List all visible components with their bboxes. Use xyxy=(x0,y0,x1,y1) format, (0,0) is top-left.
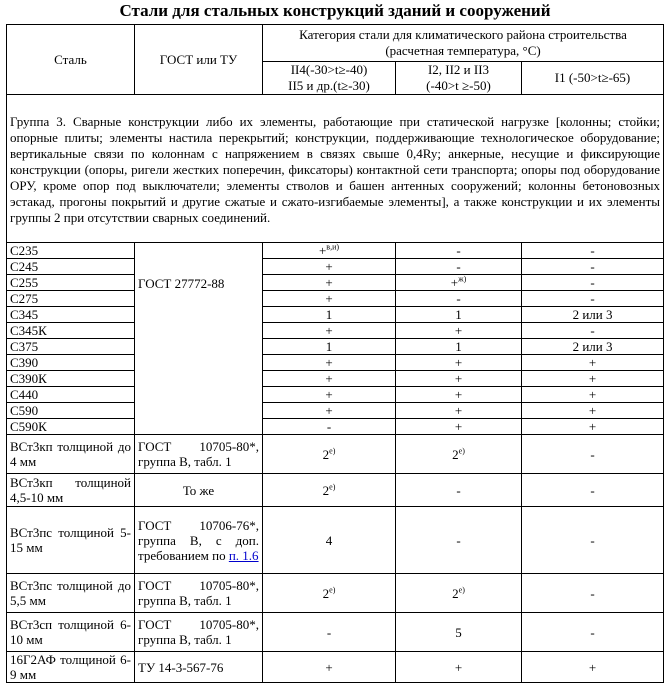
steel-cell: ВСт3сп толщиной 6-10 мм xyxy=(7,613,135,652)
category-1-cell xyxy=(263,474,396,507)
category-3-cell-value: + xyxy=(588,419,597,434)
category-3-cell-value: - xyxy=(590,259,595,274)
category-3-cell xyxy=(522,387,664,403)
category-3-cell-value: - xyxy=(590,585,595,601)
category-3-cell xyxy=(522,307,664,323)
table-row xyxy=(7,419,664,435)
category-2-cell-value: - xyxy=(456,532,461,548)
category-3-cell xyxy=(522,419,664,435)
category-1-cell-value: + xyxy=(325,403,333,418)
header-sub1-line1: II4(-30>t≥-40) xyxy=(290,62,368,77)
header-sub2-line1: I2, II2 и II3 xyxy=(427,62,490,77)
table-row xyxy=(7,652,664,683)
category-3-cell-value: - xyxy=(590,275,595,290)
header-category-line2: (расчетная температура, °С) xyxy=(385,43,541,58)
category-3-cell-value: 2 или 3 xyxy=(572,307,613,322)
category-1-cell xyxy=(263,355,396,371)
category-2-cell xyxy=(396,652,522,683)
steel-cell: С390К xyxy=(7,371,135,387)
category-1-cell-value: 2 xyxy=(322,482,330,498)
category-1-cell-value: 4 xyxy=(325,532,333,548)
category-3-cell-value: + xyxy=(588,403,597,418)
table-row xyxy=(7,291,664,307)
category-1-cell-footnote: е) xyxy=(329,585,336,595)
category-1-cell xyxy=(263,307,396,323)
group-row xyxy=(7,95,664,243)
category-3-cell xyxy=(522,652,664,683)
steel-cell: С345 xyxy=(7,307,135,323)
gost-text: ГОСТ 10705-80*, группа В, табл. 1 xyxy=(138,578,259,608)
category-1-cell xyxy=(263,387,396,403)
category-3-cell-value: - xyxy=(590,624,595,640)
steel-cell: С440 xyxy=(7,387,135,403)
category-1-cell xyxy=(263,371,396,387)
category-2-cell-value: + xyxy=(454,355,463,370)
gost-cell xyxy=(135,574,263,613)
table-row xyxy=(7,307,664,323)
gost-text: То же xyxy=(182,482,215,498)
category-3-cell xyxy=(522,507,664,574)
category-2-cell xyxy=(396,371,522,387)
gost-text: ГОСТ 10706-76*, группа В, с доп. требованием по xyxy=(138,517,259,563)
gost-text: ГОСТ 10705-80*, группа В, табл. 1 xyxy=(138,617,259,647)
category-3-cell xyxy=(522,323,664,339)
category-3-cell-value: - xyxy=(590,482,595,498)
category-3-cell xyxy=(522,355,664,371)
steel-cell: С245 xyxy=(7,259,135,275)
header-sub2 xyxy=(396,62,522,95)
category-3-cell-value: - xyxy=(590,323,595,338)
category-2-cell-value: - xyxy=(456,291,461,306)
category-3-cell xyxy=(522,243,664,259)
steel-cell: 16Г2АФ толщиной 6-9 мм xyxy=(7,652,135,683)
category-2-cell-value: - xyxy=(456,259,461,274)
table-row xyxy=(7,474,664,507)
category-1-cell xyxy=(263,243,396,259)
steel-cell: С590К xyxy=(7,419,135,435)
table-row xyxy=(7,275,664,291)
table-row xyxy=(7,613,664,652)
steel-cell: С255 xyxy=(7,275,135,291)
gost-cell xyxy=(135,507,263,574)
category-2-cell-value: - xyxy=(456,482,461,498)
category-2-cell-value: 2 xyxy=(452,585,459,601)
category-3-cell xyxy=(522,339,664,355)
category-2-cell-value: + xyxy=(454,371,463,386)
category-1-cell-value: + xyxy=(325,259,333,274)
category-1-cell-value: 1 xyxy=(325,339,333,354)
category-3-cell-value: + xyxy=(588,355,597,370)
category-1-cell xyxy=(263,419,396,435)
category-2-cell-value: + xyxy=(454,659,463,675)
header-sub1 xyxy=(263,62,396,95)
category-2-cell xyxy=(396,507,522,574)
category-3-cell xyxy=(522,371,664,387)
header-category xyxy=(263,25,664,62)
steel-table xyxy=(6,24,664,683)
category-3-cell xyxy=(522,275,664,291)
category-2-cell xyxy=(396,339,522,355)
category-1-cell xyxy=(263,259,396,275)
category-1-cell-value: 2 xyxy=(322,446,330,462)
category-1-cell-value: + xyxy=(325,323,333,338)
category-1-cell-footnote: в,и) xyxy=(326,242,340,252)
steel-cell: С375 xyxy=(7,339,135,355)
category-2-cell-value: - xyxy=(456,243,461,258)
category-2-cell-value: 2 xyxy=(452,446,459,462)
table-row xyxy=(7,243,664,259)
category-2-cell xyxy=(396,403,522,419)
category-2-cell xyxy=(396,307,522,323)
category-1-cell-value: - xyxy=(326,624,332,640)
category-3-cell xyxy=(522,435,664,474)
category-3-cell xyxy=(522,574,664,613)
category-1-cell xyxy=(263,403,396,419)
category-3-cell xyxy=(522,613,664,652)
category-2-cell xyxy=(396,291,522,307)
category-2-cell-value: 1 xyxy=(455,339,462,354)
category-1-cell-value: + xyxy=(325,291,333,306)
category-1-cell xyxy=(263,613,396,652)
steel-cell: ВСт3кп толщиной до 4 мм xyxy=(7,435,135,474)
category-1-cell-value: + xyxy=(325,371,333,386)
category-3-cell-value: - xyxy=(590,532,595,548)
header-row-1 xyxy=(7,25,664,62)
gost-cell: ГОСТ 27772-88 xyxy=(135,243,263,435)
category-3-cell-value: + xyxy=(588,659,597,675)
page-title: Стали для стальных конструкций зданий и сооружений xyxy=(119,1,551,20)
category-1-cell-value: 2 xyxy=(322,585,330,601)
steel-cell: С345К xyxy=(7,323,135,339)
category-3-cell xyxy=(522,259,664,275)
category-1-cell xyxy=(263,323,396,339)
steel-cell: ВСт3кп толщиной 4,5-10 мм xyxy=(7,474,135,507)
table-row xyxy=(7,355,664,371)
table-row xyxy=(7,387,664,403)
table-row xyxy=(7,339,664,355)
table-row xyxy=(7,259,664,275)
gost-cell xyxy=(135,474,263,507)
category-1-cell-value: + xyxy=(318,243,327,258)
category-2-cell xyxy=(396,435,522,474)
clause-link[interactable]: п. 1.6 xyxy=(228,547,259,563)
gost-text: ТУ 14-3-567-76 xyxy=(138,659,224,675)
category-2-cell xyxy=(396,419,522,435)
table-row xyxy=(7,403,664,419)
category-1-cell-footnote: е) xyxy=(329,482,336,492)
table-row xyxy=(7,371,664,387)
category-2-cell xyxy=(396,387,522,403)
steel-cell: С235 xyxy=(7,243,135,259)
category-1-cell-value: 1 xyxy=(325,307,333,322)
category-2-cell xyxy=(396,574,522,613)
category-2-cell-value: + xyxy=(454,387,463,402)
header-category-line1: Категория стали для климатического района строительства xyxy=(299,27,627,42)
header-steel: Сталь xyxy=(7,25,135,95)
category-3-cell-value: - xyxy=(590,446,595,462)
header-sub1-line2: II5 и др.(t≥-30) xyxy=(288,78,370,93)
table-row xyxy=(7,323,664,339)
category-2-cell xyxy=(396,474,522,507)
category-2-cell xyxy=(396,323,522,339)
header-sub2-line2: (-40>t ≥-50) xyxy=(426,78,491,93)
category-2-cell-value: + xyxy=(454,403,463,418)
table-row xyxy=(7,574,664,613)
category-3-cell xyxy=(522,474,664,507)
category-2-cell xyxy=(396,259,522,275)
header-sub3: I1 (-50>t≥-65) xyxy=(522,62,664,95)
category-2-cell xyxy=(396,243,522,259)
category-2-cell-value: 1 xyxy=(455,307,462,322)
steel-cell: ВСт3пс толщиной 5-15 мм xyxy=(7,507,135,574)
category-1-cell-value: + xyxy=(325,659,333,675)
steel-cell: ВСт3пс толщиной до 5,5 мм xyxy=(7,574,135,613)
steel-cell: С390 xyxy=(7,355,135,371)
category-1-cell-value: - xyxy=(326,419,332,434)
category-1-cell xyxy=(263,574,396,613)
category-1-cell xyxy=(263,435,396,474)
category-2-cell-footnote: ж) xyxy=(458,274,467,284)
category-2-cell xyxy=(396,613,522,652)
header-gost: ГОСТ или ТУ xyxy=(135,25,263,95)
group-description: Группа 3. Сварные конструкции либо их элементы, работающие при статической нагрузке [колонны; стойки; опорные плиты; элементы настила перекрытий; конструкции, поддерживающие технологическое оборудование; вертикальные связи по колоннам с напряжением в связях свыше 0,4Ry; анкерные, несущие и фиксирующие конструкции (опоры, ригели жестких поперечин, фиксаторы) контактной сети транспорта; опоры под оборудование ОРУ, кроме опор под выключатели; элементы стволов и башен антенных сооружений; колонны бетоновозных эстакад, прогоны покрытий и другие сжатые и сжато-изгибаемые элементы], а также конструкции и их элементы группы 2 при отсутствии сварных соединений. xyxy=(7,95,664,243)
category-3-cell-value: - xyxy=(590,291,595,306)
category-3-cell-value: + xyxy=(588,387,597,402)
gost-cell xyxy=(135,613,263,652)
category-1-cell xyxy=(263,291,396,307)
table-row xyxy=(7,507,664,574)
category-2-cell xyxy=(396,275,522,291)
category-2-cell-value: + xyxy=(454,419,463,434)
category-2-cell-value: 5 xyxy=(455,624,462,640)
category-2-cell-value: + xyxy=(450,275,459,290)
category-1-cell-value: + xyxy=(325,355,333,370)
category-3-cell-value: + xyxy=(588,371,597,386)
category-1-cell xyxy=(263,507,396,574)
category-1-cell xyxy=(263,652,396,683)
category-2-cell-footnote: е) xyxy=(458,446,465,456)
steel-cell: С590 xyxy=(7,403,135,419)
gost-text: ГОСТ 10705-80*, группа В, табл. 1 xyxy=(138,439,259,469)
category-2-cell-value: + xyxy=(454,323,463,338)
category-1-cell-footnote: е) xyxy=(329,446,336,456)
category-3-cell-value: - xyxy=(590,243,595,258)
steel-cell: С275 xyxy=(7,291,135,307)
category-1-cell xyxy=(263,339,396,355)
category-2-cell-footnote: е) xyxy=(458,585,465,595)
category-3-cell xyxy=(522,403,664,419)
gost-cell xyxy=(135,652,263,683)
category-2-cell xyxy=(396,355,522,371)
gost-cell xyxy=(135,435,263,474)
category-1-cell xyxy=(263,275,396,291)
category-1-cell-value: + xyxy=(325,275,333,290)
category-1-cell-value: + xyxy=(325,387,333,402)
category-3-cell xyxy=(522,291,664,307)
category-3-cell-value: 2 или 3 xyxy=(572,339,613,354)
table-row xyxy=(7,435,664,474)
